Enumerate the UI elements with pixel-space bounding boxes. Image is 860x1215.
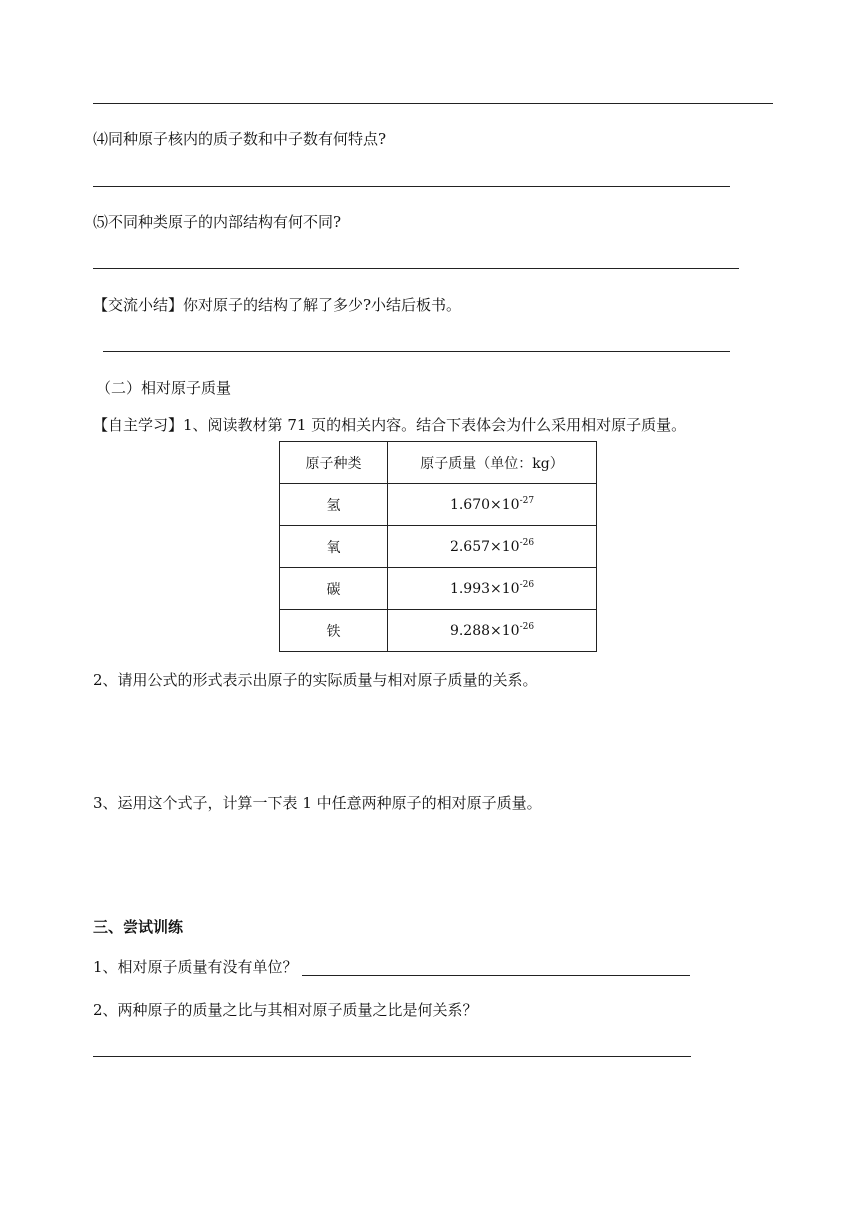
table-row (280, 568, 597, 610)
table-row (280, 610, 597, 652)
answer-line-practice-1[interactable] (302, 959, 690, 976)
top-divider (93, 103, 773, 104)
atomic-mass-table (279, 441, 597, 652)
formula-prompt: 2、请用公式的形式表示出原子的实际质量与相对原子质量的关系。 (93, 671, 538, 689)
practice-question-1 (93, 957, 690, 977)
question-4: ⑷同种原子核内的质子数和中子数有何特点? (93, 130, 387, 148)
section-heading-practice: 三、尝试训练 (93, 918, 184, 936)
table-row (280, 526, 597, 568)
calculation-prompt: 3、运用这个式子，计算一下表 1 中任意两种原子的相对原子质量。 (93, 794, 542, 812)
atom-mass: $1.670\times 10^{-27}$ (388, 484, 597, 526)
atom-name: 氢 (280, 484, 388, 526)
answer-line-q5[interactable] (93, 268, 739, 269)
table-row (280, 484, 597, 526)
atom-mass: $2.657\times 10^{-26}$ (388, 526, 597, 568)
question-5: ⑸不同种类原子的内部结构有何不同? (93, 213, 342, 231)
answer-line-summary[interactable] (103, 351, 730, 352)
table-header-row (280, 442, 597, 484)
atom-mass: $1.993\times 10^{-26}$ (388, 568, 597, 610)
atom-name: 氧 (280, 526, 388, 568)
practice-question-1-text: 1、相对原子质量有没有单位？ (93, 958, 298, 976)
summary-prompt: 【交流小结】你对原子的结构了解了多少?小结后板书。 (93, 296, 462, 314)
practice-question-2: 2、两种原子的质量之比与其相对原子质量之比是何关系？ (93, 1001, 478, 1019)
atom-mass: $9.288\times 10^{-26}$ (388, 610, 597, 652)
header-atom-type: 原子种类 (280, 442, 388, 484)
section-heading-relative-mass: （二）相对原子质量 (96, 379, 232, 397)
answer-line-q4[interactable] (93, 186, 730, 187)
atom-name: 碳 (280, 568, 388, 610)
header-atom-mass: 原子质量（单位：kg） (388, 442, 597, 484)
self-study-prompt: 【自主学习】1、阅读教材第 71 页的相关内容。结合下表体会为什么采用相对原子质量。 (93, 416, 687, 434)
answer-line-practice-2[interactable] (93, 1056, 691, 1057)
atom-name: 铁 (280, 610, 388, 652)
